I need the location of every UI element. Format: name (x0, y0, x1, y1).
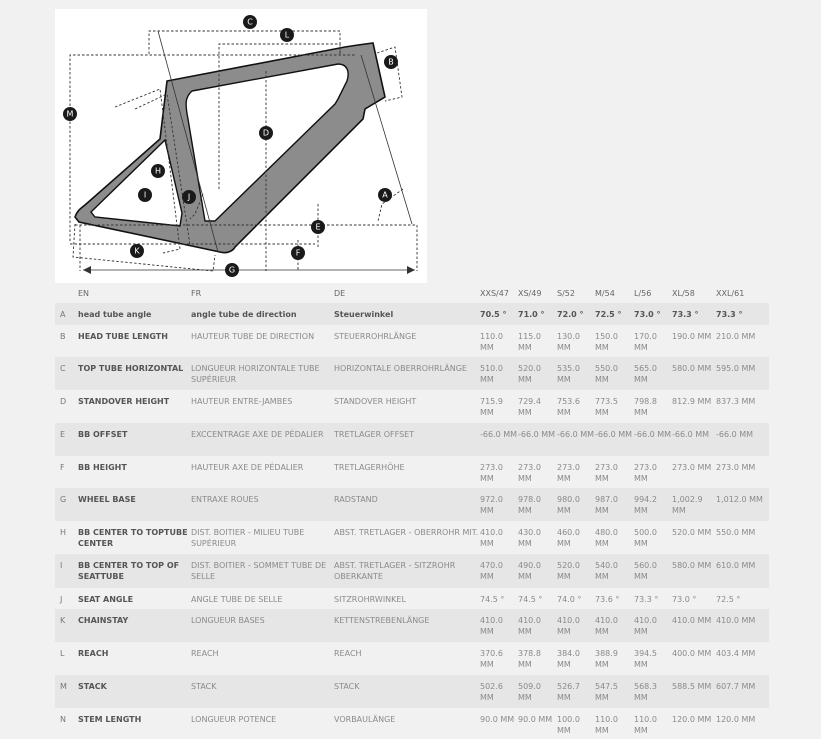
row-label-fr: angle tube de direction (191, 310, 297, 319)
row-code: I (60, 561, 63, 570)
size-value-cell: 73.3 ° (634, 595, 659, 604)
size-value-cell: 520.0 MM (518, 364, 541, 384)
row-label-en: HEAD TUBE LENGTH (78, 332, 168, 341)
header-size: XXL/61 (716, 289, 745, 298)
row-label-en: head tube angle (78, 310, 152, 319)
size-value-cell: 1,012.0 MM (716, 495, 763, 504)
table-row (55, 423, 769, 456)
size-value-cell: 410.0 MM (672, 616, 712, 625)
size-value-cell: 370.6 MM (480, 649, 503, 669)
size-value-cell: 510.0 MM (480, 364, 503, 384)
row-label-de: VORBAULÄNGE (334, 715, 396, 724)
row-code: H (60, 528, 67, 537)
size-value-cell: 520.0 MM (672, 528, 712, 537)
label-a (378, 188, 392, 202)
size-value-cell: 547.5 MM (595, 682, 618, 702)
size-value-cell: 384.0 MM (557, 649, 580, 669)
row-label-de: STEUERROHRLÄNGE (334, 332, 417, 341)
header-size: S/52 (557, 289, 575, 298)
size-value-cell: 550.0 MM (716, 528, 756, 537)
size-value-cell: 71.0 ° (518, 310, 545, 319)
svg-text:F: F (295, 248, 301, 258)
size-value-cell: 560.0 MM (634, 561, 657, 581)
size-value-cell: -66.0 MM (595, 430, 633, 439)
size-value-cell: 73.3 ° (716, 310, 743, 319)
size-value-cell: 520.0 MM (557, 561, 580, 581)
label-k (130, 244, 144, 258)
size-value-cell: 273.0 MM (518, 463, 541, 483)
row-label-fr: DIST. BOITIER - MILIEU TUBE SUPÉRIEUR (191, 528, 305, 548)
svg-text:M: M (66, 109, 74, 119)
table-row (55, 390, 769, 423)
row-label-fr: STACK (191, 682, 217, 691)
size-value-cell: 580.0 MM (672, 364, 712, 373)
size-value-cell: 210.0 MM (716, 332, 756, 341)
row-label-fr: LONGUEUR BASES (191, 616, 265, 625)
size-value-cell: 500.0 MM (634, 528, 657, 548)
size-value-cell: 115.0 MM (518, 332, 541, 352)
row-label-de: STANDOVER HEIGHT (334, 397, 417, 406)
table-row (55, 325, 769, 357)
row-code: D (60, 397, 67, 406)
size-value-cell: 110.0 MM (595, 715, 618, 735)
size-value-cell: 460.0 MM (557, 528, 580, 548)
svg-text:K: K (134, 246, 140, 256)
size-value-cell: 540.0 MM (595, 561, 618, 581)
size-value-cell: 535.0 MM (557, 364, 580, 384)
row-label-de: KETTENSTREBENLÄNGE (334, 616, 430, 625)
row-label-de: REACH (334, 649, 362, 658)
row-label-fr: EXCCENTRAGE AXE DE PÉDALIER (191, 430, 324, 439)
size-value-cell: 403.4 MM (716, 649, 756, 658)
geometry-table (55, 282, 769, 739)
size-value-cell: -66.0 MM (480, 430, 518, 439)
row-code: N (60, 715, 66, 724)
row-code: F (60, 463, 65, 472)
row-label-de: ABST. TRETLAGER - SITZROHR OBERKANTE (334, 561, 456, 581)
size-value-cell: 73.6 ° (595, 595, 620, 604)
row-label-en: SEAT ANGLE (78, 595, 134, 604)
label-f (291, 246, 305, 260)
size-value-cell: 568.3 MM (634, 682, 657, 702)
row-label-fr: HAUTEUR TUBE DE DIRECTION (191, 332, 315, 341)
row-label-en: BB CENTER TO TOP OF SEATTUBE (78, 561, 180, 581)
table-body (55, 303, 769, 739)
frame-geometry-diagram (55, 9, 427, 283)
table-row (55, 488, 769, 521)
row-label-en: WHEEL BASE (78, 495, 136, 504)
row-code: B (60, 332, 66, 341)
row-label-en: STEM LENGTH (78, 715, 142, 724)
size-value-cell: 607.7 MM (716, 682, 756, 691)
size-value-cell: 273.0 MM (672, 463, 712, 472)
row-code: G (60, 495, 67, 504)
row-label-de: STACK (334, 682, 360, 691)
svg-text:L: L (284, 30, 290, 40)
frame-diagram-svg (55, 9, 427, 283)
size-value-cell: -66.0 MM (557, 430, 595, 439)
size-value-cell: 410.0 MM (716, 616, 756, 625)
label-i (138, 188, 152, 202)
size-value-cell: 610.0 MM (716, 561, 756, 570)
size-value-cell: 812.9 MM (672, 397, 712, 406)
size-value-cell: 798.8 MM (634, 397, 657, 417)
row-label-fr: LONGUEUR POTENCE (191, 715, 277, 724)
row-label-fr: HAUTEUR ENTRE-JAMBES (191, 397, 293, 406)
size-value-cell: 410.0 MM (518, 616, 541, 636)
size-value-cell: 972.0 MM (480, 495, 503, 515)
table-row (55, 609, 769, 642)
size-value-cell: 110.0 MM (634, 715, 657, 735)
size-value-cell: 1,002.9 MM (672, 495, 703, 515)
label-g (225, 263, 239, 277)
size-value-cell: 120.0 MM (716, 715, 756, 724)
svg-text:B: B (388, 57, 394, 67)
label-c (243, 15, 257, 29)
svg-text:G: G (228, 265, 236, 275)
header-en: EN (78, 289, 90, 298)
header-size: XXS/47 (480, 289, 509, 298)
row-code: K (60, 616, 66, 625)
size-value-cell: 74.5 ° (480, 595, 505, 604)
size-value-cell: 90.0 MM (518, 715, 553, 724)
size-value-cell: 565.0 MM (634, 364, 657, 384)
size-value-cell: 273.0 MM (480, 463, 503, 483)
svg-text:I: I (143, 190, 147, 200)
size-value-cell: 410.0 MM (557, 616, 580, 636)
label-j (182, 190, 196, 204)
svg-text:C: C (247, 17, 253, 27)
row-label-de: TRETLAGERHÖHE (334, 463, 405, 472)
table-row (55, 588, 769, 609)
size-value-cell: 595.0 MM (716, 364, 756, 373)
table-row (55, 675, 769, 708)
label-m (63, 107, 77, 121)
svg-text:A: A (382, 190, 388, 200)
size-value-cell: 773.5 MM (595, 397, 618, 417)
size-value-cell: 73.0 ° (672, 595, 697, 604)
size-value-cell: 100.0 MM (557, 715, 580, 735)
header-code (55, 282, 78, 303)
svg-text:D: D (262, 128, 270, 138)
size-value-cell: 470.0 MM (480, 561, 503, 581)
size-value-cell: 480.0 MM (595, 528, 618, 548)
header-fr: FR (191, 289, 202, 298)
row-label-en: REACH (78, 649, 109, 658)
size-value-cell: 994.2 MM (634, 495, 657, 515)
svg-text:J: J (187, 192, 191, 202)
row-code: C (60, 364, 66, 373)
size-value-cell: 490.0 MM (518, 561, 541, 581)
size-value-cell: -66.0 MM (716, 430, 754, 439)
size-value-cell: 715.9 MM (480, 397, 503, 417)
size-value-cell: 987.0 MM (595, 495, 618, 515)
row-label-fr: DIST. BOITIER - SOMMET TUBE DE SELLE (191, 561, 327, 581)
size-value-cell: 273.0 MM (634, 463, 657, 483)
size-value-cell: 378.8 MM (518, 649, 541, 669)
label-d (259, 126, 273, 140)
label-e (311, 220, 325, 234)
svg-text:E: E (315, 222, 321, 232)
row-label-en: BB OFFSET (78, 430, 128, 439)
size-value-cell: 837.3 MM (716, 397, 756, 406)
size-value-cell: 110.0 MM (480, 332, 503, 352)
size-value-cell: 90.0 MM (480, 715, 515, 724)
size-value-cell: 130.0 MM (557, 332, 580, 352)
size-value-cell: 73.3 ° (672, 310, 699, 319)
row-label-fr: HAUTEUR AXE DE PÉDALIER (191, 463, 304, 472)
size-value-cell: 502.6 MM (480, 682, 503, 702)
row-label-en: CHAINSTAY (78, 616, 129, 625)
header-size: XS/49 (518, 289, 542, 298)
row-label-en: BB CENTER TO TOPTUBE CENTER (78, 528, 188, 548)
size-value-cell: 72.0 ° (557, 310, 584, 319)
table-header-row (55, 282, 769, 303)
table-row (55, 456, 769, 488)
size-value-cell: 729.4 MM (518, 397, 541, 417)
size-value-cell: -66.0 MM (518, 430, 556, 439)
row-code: E (60, 430, 66, 439)
size-value-cell: 410.0 MM (595, 616, 618, 636)
size-value-cell: 394.5 MM (634, 649, 657, 669)
size-value-cell: 273.0 MM (716, 463, 756, 472)
label-h (151, 164, 165, 178)
dim-c (149, 31, 340, 54)
size-value-cell: 73.0 ° (634, 310, 661, 319)
size-value-cell: 70.5 ° (480, 310, 507, 319)
row-code: M (60, 682, 67, 691)
size-value-cell: 753.6 MM (557, 397, 580, 417)
label-b (384, 55, 398, 69)
row-code: J (60, 595, 63, 604)
row-label-de: Steuerwinkel (334, 310, 394, 319)
size-value-cell: 170.0 MM (634, 332, 657, 352)
header-size: L/56 (634, 289, 652, 298)
size-value-cell: 410.0 MM (634, 616, 657, 636)
row-label-en: STACK (78, 682, 107, 691)
size-value-cell: 74.5 ° (518, 595, 543, 604)
size-value-cell: 588.5 MM (672, 682, 712, 691)
header-size: M/54 (595, 289, 615, 298)
header-de: DE (334, 289, 346, 298)
size-value-cell: -66.0 MM (672, 430, 710, 439)
size-value-cell: 190.0 MM (672, 332, 712, 341)
size-value-cell: 72.5 ° (716, 595, 741, 604)
row-label-en: TOP TUBE HORIZONTAL (78, 364, 184, 373)
table-row (55, 642, 769, 675)
table-row (55, 521, 769, 554)
row-label-fr: ANGLE TUBE DE SELLE (191, 595, 283, 604)
size-value-cell: 400.0 MM (672, 649, 712, 658)
header-size: XL/58 (672, 289, 695, 298)
size-value-cell: 980.0 MM (557, 495, 580, 515)
size-value-cell: 150.0 MM (595, 332, 618, 352)
size-value-cell: 273.0 MM (595, 463, 618, 483)
size-value-cell: 580.0 MM (672, 561, 712, 570)
table-row (55, 708, 769, 739)
size-value-cell: 120.0 MM (672, 715, 712, 724)
size-value-cell: 72.5 ° (595, 310, 622, 319)
row-label-fr: ENTRAXE ROUES (191, 495, 259, 504)
row-code: A (60, 310, 66, 319)
row-label-de: SITZROHRWINKEL (334, 595, 406, 604)
row-label-en: BB HEIGHT (78, 463, 127, 472)
table-row (55, 303, 769, 325)
row-code: L (60, 649, 65, 658)
row-label-fr: LONGUEUR HORIZONTALE TUBE SUPÉRIEUR (191, 364, 320, 384)
row-label-fr: REACH (191, 649, 219, 658)
row-label-de: RADSTAND (334, 495, 378, 504)
row-label-de: HORIZONTALE OBERROHRLÄNGE (334, 364, 467, 373)
size-value-cell: 978.0 MM (518, 495, 541, 515)
size-value-cell: 388.9 MM (595, 649, 618, 669)
row-label-de: TRETLAGER OFFSET (334, 430, 415, 439)
table-row (55, 357, 769, 390)
size-value-cell: 550.0 MM (595, 364, 618, 384)
size-value-cell: 526.7 MM (557, 682, 580, 702)
size-value-cell: 410.0 MM (480, 616, 503, 636)
svg-text:H: H (154, 166, 162, 176)
row-label-en: STANDOVER HEIGHT (78, 397, 170, 406)
size-value-cell: 430.0 MM (518, 528, 541, 548)
size-value-cell: 410.0 MM (480, 528, 503, 548)
table-row (55, 554, 769, 588)
size-value-cell: -66.0 MM (634, 430, 672, 439)
size-value-cell: 74.0 ° (557, 595, 582, 604)
label-l (280, 28, 294, 42)
row-label-de: ABST. TRETLAGER - OBERROHR MIT. (334, 528, 479, 537)
size-value-cell: 273.0 MM (557, 463, 580, 483)
size-value-cell: 509.0 MM (518, 682, 541, 702)
